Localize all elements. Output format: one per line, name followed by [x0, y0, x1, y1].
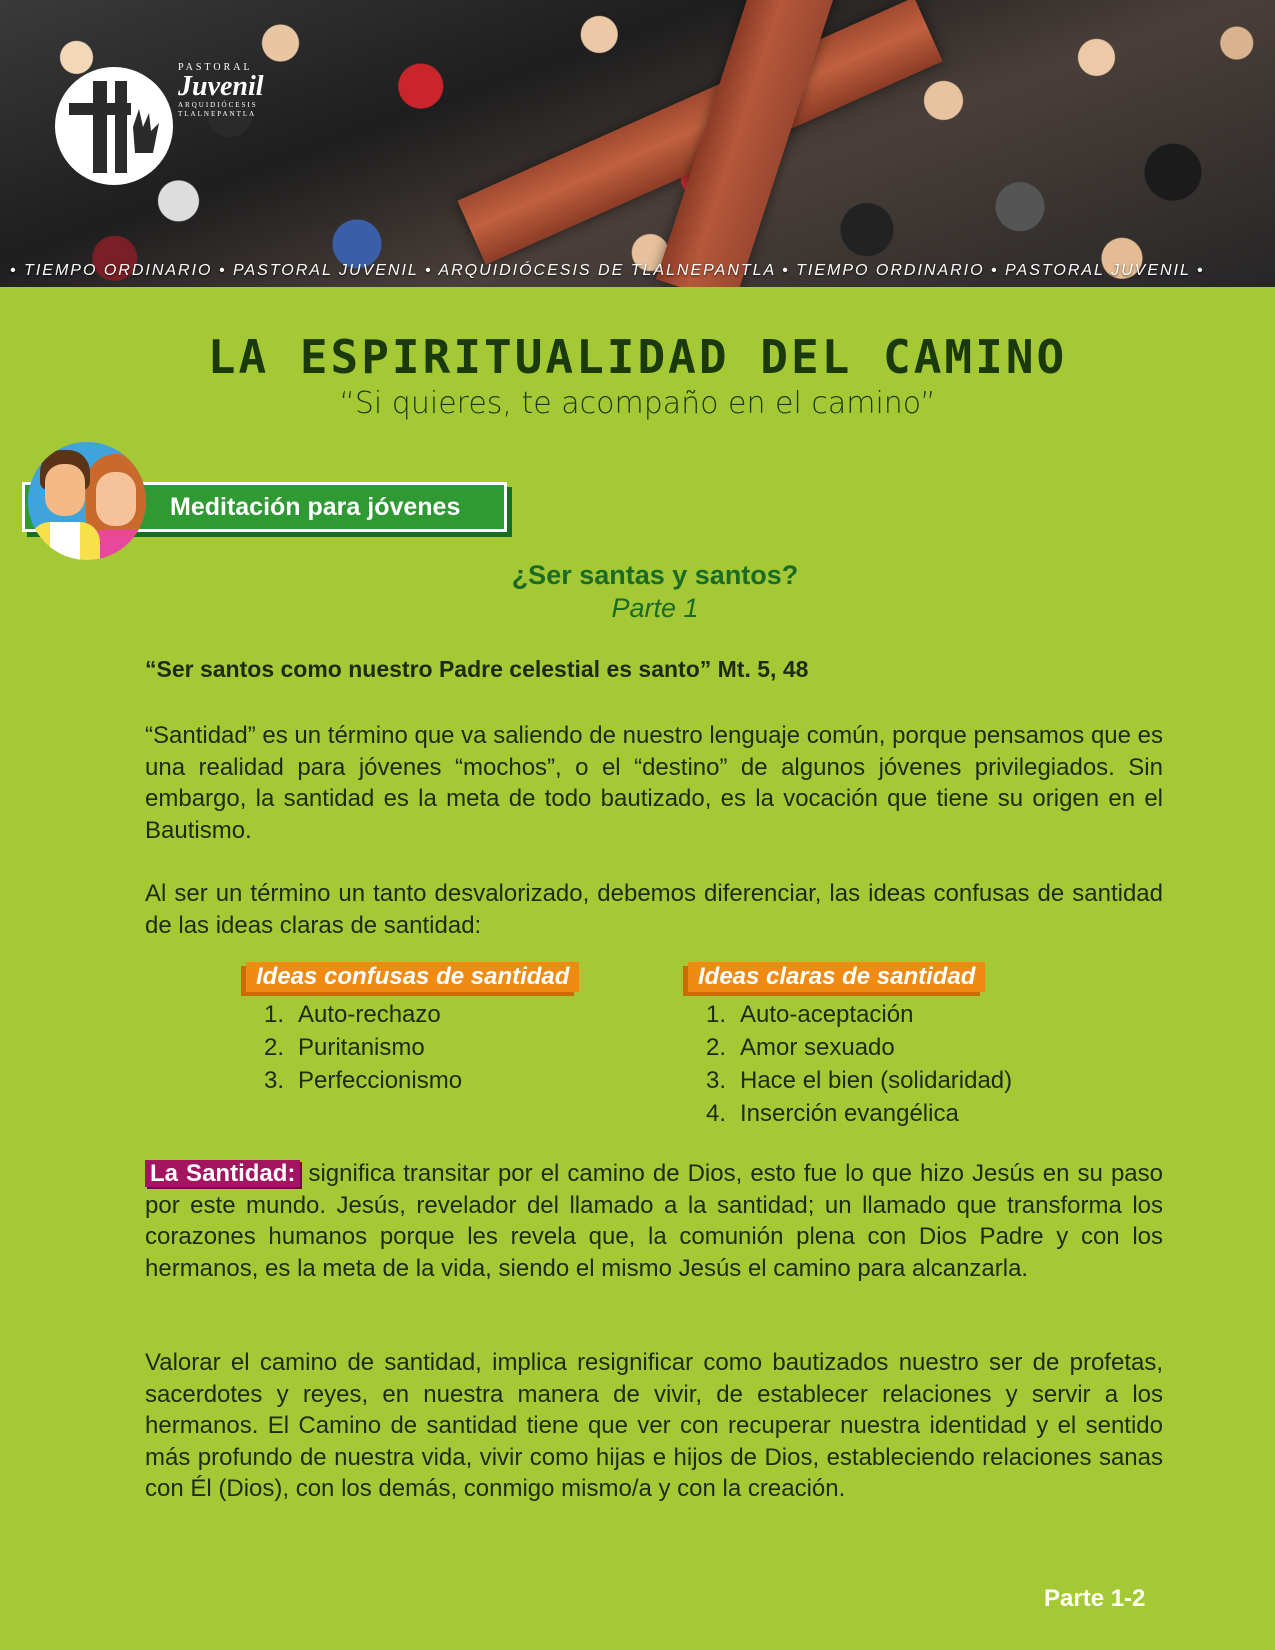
list-ideas-claras: [688, 962, 1012, 1130]
section-part: Parte 1: [611, 593, 699, 623]
youth-avatar-icon: [28, 442, 146, 560]
page-subtitle: “Si quieres, te acompaño en el camino”: [339, 386, 936, 421]
list-item: 3. Hace el bien (solidaridad): [705, 1067, 1013, 1094]
paragraph-la-santidad-text: significa transitar por el camino de Dios, esto fue lo que hizo Jesús en su paso por este mundo. Jesús, revelador del llamado a la santidad; un llamado que transforma los corazones humanos porque les revela que, la comunión plena con Dios Padre y con los hermanos, es la meta de la vida, siendo el mismo Jesús el camino para alcanzarla.: [145, 1160, 1163, 1282]
meditation-badge-label: Meditación para jóvenes: [170, 493, 461, 521]
list-item: 2. Puritanismo: [263, 1034, 425, 1061]
list-item: 1. Auto-rechazo: [263, 1001, 441, 1028]
list-item: 3. Perfeccionismo: [263, 1067, 463, 1094]
logo-wordmark: [178, 62, 264, 119]
footer-part-label: Parte 1-2: [1044, 1585, 1146, 1612]
list-ideas-confusas: [246, 962, 579, 1097]
la-santidad-tag: La Santidad:: [145, 1160, 300, 1187]
pastoral-juvenil-logo: [55, 62, 265, 187]
bible-quote: “Ser santos como nuestro Padre celestial es santo” Mt. 5, 48: [145, 656, 809, 682]
logo-arquidiocesis: ARQUIDIÓCESIS: [178, 101, 258, 109]
paragraph-la-santidad: [145, 1158, 1163, 1284]
banner-ticker: • TIEMPO ORDINARIO • PASTORAL JUVENIL • ARQUIDIÓCESIS DE TLALNEPANTLA • TIEMPO ORDINARIO • PASTORAL JUVENIL •: [10, 262, 1205, 279]
list-item: 1. Auto-aceptación: [705, 1001, 914, 1028]
logo-tlalnepantla: TLALNEPANTLA: [178, 110, 257, 118]
logo-pastoral: PASTORAL: [178, 62, 253, 73]
page-title: LA ESPIRITUALIDAD DEL CAMINO: [207, 330, 1068, 384]
list-ideas-claras-title: Ideas claras de santidad: [688, 962, 985, 992]
section-heading: ¿Ser santas y santos?: [511, 560, 799, 590]
header-banner: [0, 0, 1275, 287]
paragraph-santidad-intro: “Santidad” es un término que va saliendo de nuestro lenguaje común, porque pensamos que es una realidad para jóvenes “mochos”, o el “destino” de algunos jóvenes privilegiados. Sin embargo, la santidad es la meta de todo bautizado, es la vocación que tiene su origen en el Bautismo.: [145, 722, 1163, 844]
list-item: 4. Inserción evangélica: [705, 1100, 959, 1127]
list-ideas-confusas-title: Ideas confusas de santidad: [246, 962, 579, 992]
list-item: 2. Amor sexuado: [705, 1034, 895, 1061]
logo-emblem: [55, 67, 173, 185]
logo-juvenil: Juvenil: [178, 71, 264, 102]
paragraph-camino-santidad: Valorar el camino de santidad, implica resignificar como bautizados nuestro ser de profetas, sacerdotes y reyes, en nuestra manera de vivir, de establecer relaciones y servir a los hermanos. El Camino de santidad tiene que ver con recuperar nuestra identidad y el sentido más profundo de nuestra vida, vivir como hijas e hijos de Dios, estableciendo relaciones sanas con Él (Dios), con los demás, conmigo mismo/a y con la creación.: [145, 1349, 1163, 1502]
paragraph-ideas-intro: Al ser un término un tanto desvalorizado, debemos diferenciar, las ideas confusas de santidad de las ideas claras de santidad:: [145, 880, 1163, 939]
